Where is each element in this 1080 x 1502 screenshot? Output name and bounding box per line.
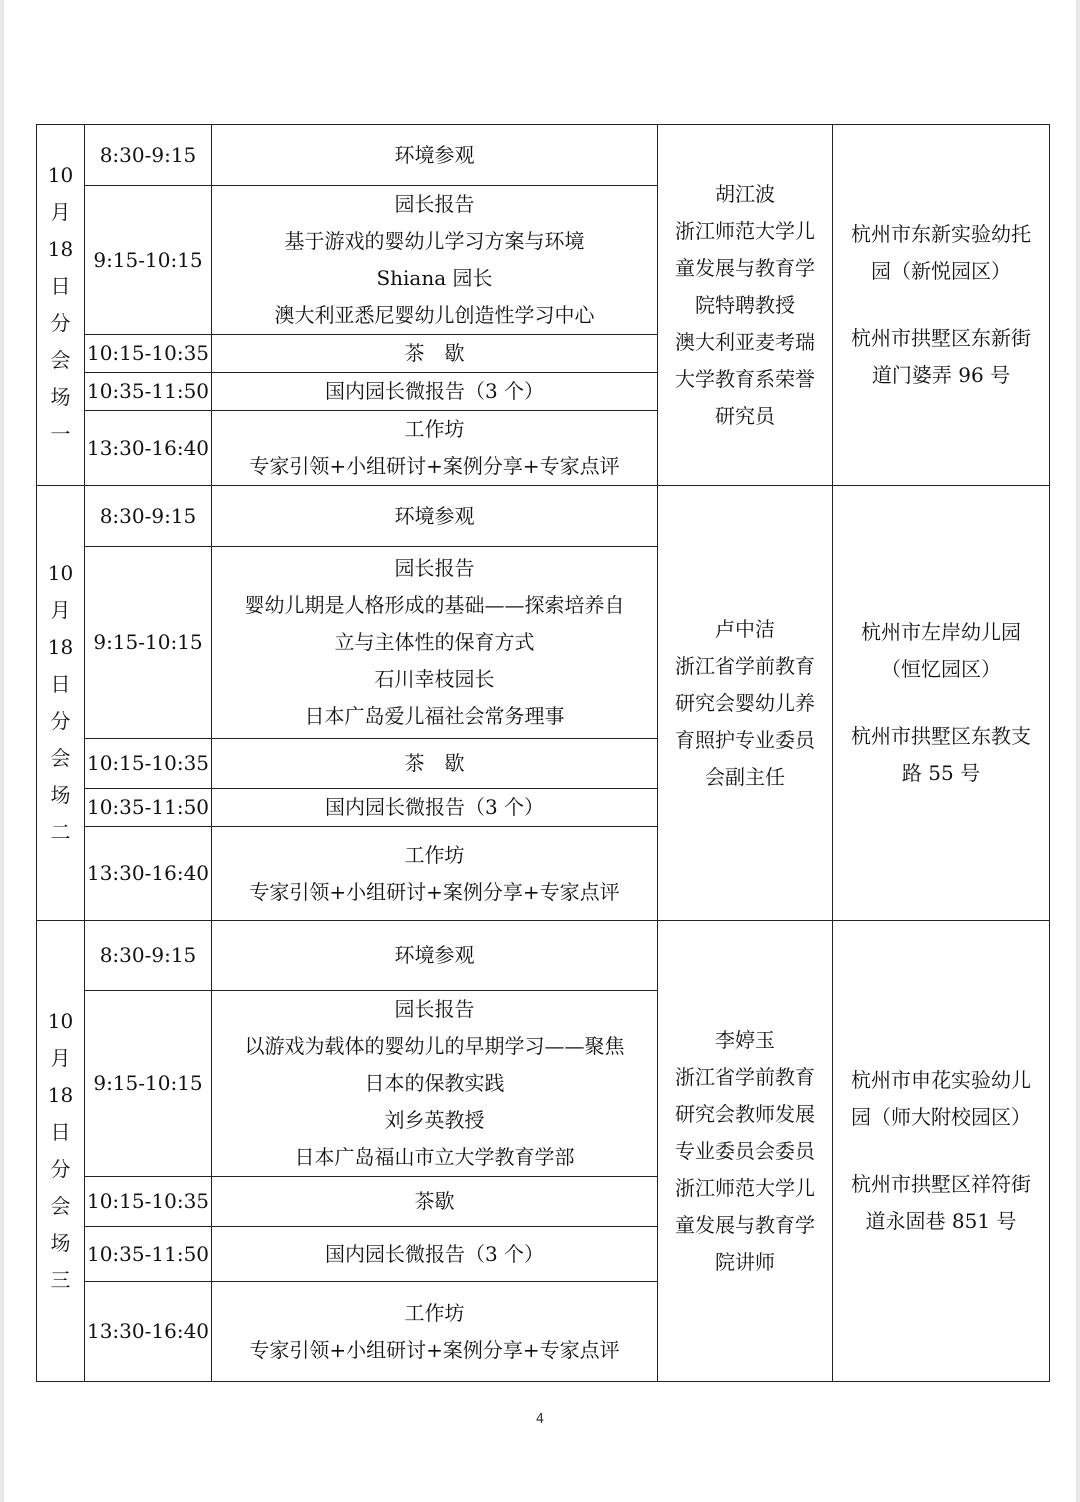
venue-info xyxy=(833,486,1050,921)
date-char: 二 xyxy=(50,820,71,844)
text-line: 工作坊 xyxy=(404,1300,465,1325)
expert-info xyxy=(658,921,833,1382)
activity-content xyxy=(212,335,658,373)
date-char: 场 xyxy=(50,783,71,807)
text-line: 园（师大附校园区） xyxy=(851,1105,1031,1129)
time-slot: 13:30-16:40 xyxy=(85,411,212,486)
text-line: 园长报告 xyxy=(394,997,475,1021)
text-line: 茶歇 xyxy=(414,1189,455,1213)
time-slot: 13:30-16:40 xyxy=(85,1282,212,1382)
venue-address xyxy=(833,1166,1049,1240)
text-line: 茶 歇 xyxy=(404,341,465,365)
text-line: 院特聘教授 xyxy=(695,292,795,317)
text-line: 杭州市东新实验幼托 xyxy=(851,222,1031,246)
time-slot: 10:35-11:50 xyxy=(85,373,212,411)
text-line: 杭州市左岸幼儿园 xyxy=(861,620,1021,644)
text-line: 国内园长微报告（3 个） xyxy=(324,1241,545,1266)
text-line: 石川幸枝园长 xyxy=(374,667,495,691)
text-line: 浙江省学前教育 xyxy=(675,653,815,678)
date-char: 18 xyxy=(47,237,74,261)
expert-info xyxy=(658,486,833,921)
session-date-label xyxy=(37,486,85,921)
text-line: 专家引领+小组研讨+案例分享+专家点评 xyxy=(249,1337,620,1362)
date-char: 会 xyxy=(50,746,71,770)
date-char: 10 xyxy=(47,1009,74,1033)
text-line: Shiana 园长 xyxy=(376,266,493,290)
schedule-body xyxy=(37,125,1050,1382)
text-line: 会副主任 xyxy=(705,764,785,789)
date-char: 月 xyxy=(50,200,71,224)
activity-content xyxy=(212,739,658,789)
venue-address xyxy=(833,718,1049,792)
activity-content xyxy=(212,827,658,921)
activity-content xyxy=(212,1282,658,1382)
time-slot: 9:15-10:15 xyxy=(85,991,212,1177)
date-char: 场 xyxy=(50,1231,71,1255)
text-line: 浙江师范大学儿 xyxy=(675,1175,815,1200)
text-line: 研究会婴幼儿养 xyxy=(675,690,815,715)
date-char: 10 xyxy=(47,163,74,187)
date-char: 分 xyxy=(50,1157,71,1181)
text-line: 刘乡英教授 xyxy=(384,1108,485,1132)
date-char: 一 xyxy=(50,422,71,446)
text-line: 国内园长微报告（3 个） xyxy=(324,795,545,819)
text-line: 研究会教师发展 xyxy=(675,1101,815,1126)
activity-content xyxy=(212,547,658,739)
date-char: 会 xyxy=(50,348,71,372)
time-slot: 10:35-11:50 xyxy=(85,1227,212,1282)
text-line: 育照护专业委员 xyxy=(675,727,815,752)
activity-content xyxy=(212,411,658,486)
text-line: 大学教育系荣誉 xyxy=(675,366,815,391)
venue-info xyxy=(833,921,1050,1382)
text-line: 园长报告 xyxy=(394,556,475,580)
date-char: 日 xyxy=(50,672,71,696)
venue-address xyxy=(833,320,1049,394)
text-line: 环境参观 xyxy=(394,943,475,967)
text-line: 杭州市拱墅区东教支 xyxy=(851,724,1031,748)
text-line: 日本广岛福山市立大学教育学部 xyxy=(294,1145,575,1169)
date-char: 会 xyxy=(50,1194,71,1218)
text-line: 胡江波 xyxy=(715,181,775,206)
text-line: 工作坊 xyxy=(404,417,465,441)
text-line: 环境参观 xyxy=(394,503,475,528)
activity-content xyxy=(212,486,658,547)
activity-content xyxy=(212,789,658,827)
text-line: 专家引领+小组研讨+案例分享+专家点评 xyxy=(249,879,620,904)
time-slot: 9:15-10:15 xyxy=(85,547,212,739)
schedule-row xyxy=(37,125,1050,186)
page-number: 4 xyxy=(535,1412,545,1427)
text-line: 杭州市拱墅区祥符街 xyxy=(851,1172,1031,1196)
text-line: 院讲师 xyxy=(715,1249,775,1274)
activity-content xyxy=(212,373,658,411)
time-slot: 8:30-9:15 xyxy=(85,921,212,991)
text-line: 澳大利亚悉尼婴幼儿创造性学习中心 xyxy=(274,303,595,327)
venue-info xyxy=(833,125,1050,486)
text-line: 国内园长微报告（3 个） xyxy=(324,379,545,403)
venue-name xyxy=(833,1062,1049,1136)
date-char: 分 xyxy=(50,311,71,335)
venue-gap xyxy=(833,688,1049,718)
time-slot: 8:30-9:15 xyxy=(85,125,212,186)
date-char: 场 xyxy=(50,385,71,409)
text-line: （恒忆园区） xyxy=(881,657,1001,681)
text-line: 卢中洁 xyxy=(715,616,775,641)
text-line: 童发展与教育学 xyxy=(675,1212,815,1237)
time-slot: 8:30-9:15 xyxy=(85,486,212,547)
activity-content xyxy=(212,921,658,991)
text-line: 道永固巷 851 号 xyxy=(865,1209,1017,1233)
text-line: 专业委员会委员 xyxy=(675,1138,815,1163)
schedule-row xyxy=(37,486,1050,547)
activity-content xyxy=(212,1227,658,1282)
text-line: 茶 歇 xyxy=(404,751,465,775)
text-line: 杭州市拱墅区东新街 xyxy=(851,326,1031,350)
page-edge-right xyxy=(1076,0,1080,1502)
page-edge-left xyxy=(0,0,4,1502)
date-char: 日 xyxy=(50,274,71,298)
text-line: 研究员 xyxy=(715,403,775,428)
time-slot: 9:15-10:15 xyxy=(85,186,212,335)
activity-content xyxy=(212,125,658,186)
venue-name xyxy=(833,614,1049,688)
date-char: 月 xyxy=(50,1046,71,1070)
schedule-row xyxy=(37,921,1050,991)
activity-content xyxy=(212,991,658,1177)
time-slot: 10:15-10:35 xyxy=(85,739,212,789)
text-line: 李婷玉 xyxy=(715,1027,775,1052)
venue-name xyxy=(833,216,1049,290)
session-date-label xyxy=(37,921,85,1382)
date-char: 月 xyxy=(50,598,71,622)
text-line: 浙江师范大学儿 xyxy=(675,218,815,243)
session-date-label xyxy=(37,125,85,486)
text-line: 园（新悦园区） xyxy=(871,259,1011,283)
text-line: 专家引领+小组研讨+案例分享+专家点评 xyxy=(249,454,620,478)
text-line: 路 55 号 xyxy=(901,761,981,785)
text-line: 日本广岛爱儿福社会常务理事 xyxy=(304,704,565,728)
text-line: 杭州市申花实验幼儿 xyxy=(851,1068,1031,1092)
date-char: 分 xyxy=(50,709,71,733)
time-slot: 10:15-10:35 xyxy=(85,335,212,373)
venue-gap xyxy=(833,1136,1049,1166)
text-line: 童发展与教育学 xyxy=(675,255,815,280)
text-line: 以游戏为载体的婴幼儿的早期学习——聚焦 xyxy=(244,1034,625,1058)
time-slot: 10:15-10:35 xyxy=(85,1177,212,1227)
text-line: 道门婆弄 96 号 xyxy=(871,363,1011,387)
date-char: 18 xyxy=(47,1083,74,1107)
venue-gap xyxy=(833,290,1049,320)
text-line: 环境参观 xyxy=(394,142,475,167)
text-line: 日本的保教实践 xyxy=(364,1071,505,1095)
text-line: 婴幼儿期是人格形成的基础——探索培养自 xyxy=(244,593,625,617)
time-slot: 10:35-11:50 xyxy=(85,789,212,827)
activity-content xyxy=(212,1177,658,1227)
date-char: 日 xyxy=(50,1120,71,1144)
text-line: 工作坊 xyxy=(404,842,465,867)
schedule-table xyxy=(36,124,1050,1382)
text-line: 浙江省学前教育 xyxy=(675,1064,815,1089)
date-char: 18 xyxy=(47,635,74,659)
date-char: 10 xyxy=(47,561,74,585)
expert-info xyxy=(658,125,833,486)
text-line: 立与主体性的保育方式 xyxy=(334,630,535,654)
time-slot: 13:30-16:40 xyxy=(85,827,212,921)
activity-content xyxy=(212,186,658,335)
text-line: 园长报告 xyxy=(394,192,475,216)
text-line: 基于游戏的婴幼儿学习方案与环境 xyxy=(284,229,585,253)
text-line: 澳大利亚麦考瑞 xyxy=(675,329,815,354)
date-char: 三 xyxy=(50,1268,71,1292)
